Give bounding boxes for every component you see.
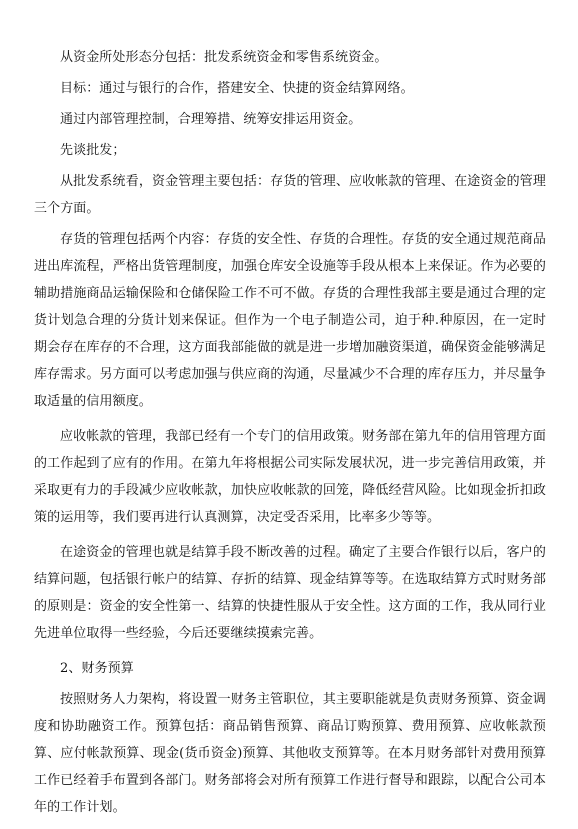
paragraph-in-transit-funds: 在途资金的管理也就是结算手段不断改善的过程。确定了主要合作银行以后，客户的结算问题，包括银行帐户的结算、存折的结算、现金结算等等。在选取结算方式时财务部的原则是：资金的安全性第一、结算的快捷性服从于安全性。这方面的工作，我从同行业先进单位取得一些经验，今后还要继续摸索完善。 — [34, 545, 546, 641]
paragraph-inventory-management: 存货的管理包括两个内容：存货的安全性、存货的合理性。存货的安全通过规范商品进出库流程，严格出货管理制度，加强仓库安全设施等手段从根本上来保证。作为必要的辅助措施商品运输保险和仓储保险工作不可不做。存货的合理性我部主要是通过合理的定货计划急合理的分货计划来保证。但作为一个电子制造公司，迫于种.种原因，在一定时期会存在库存的不合理，这方面我部能做的就是进一步增加融资渠道，确保资金能够满足库存需求。另方面可以考虑加强与供应商的沟通，尽量减少不合理的库存压力，并尽量争取适量的信用额度。 — [34, 232, 546, 409]
paragraph-financial-budget: 按照财务人力架构，将设置一财务主管职位，其主要职能就是负责财务预算、资金调度和协助融资工作。预算包括：商品销售预算、商品订购预算、费用预算、应收帐款预算、应付帐款预算、现金(货币资金)预算、其他收支预算等。在本月财务部针对费用预算工作已经着手布置到各部门。财务部将会对所有预算工作进行督导和跟踪，以配合公司本年的工作计划。 — [34, 692, 546, 815]
paragraph-wholesale-intro: 先谈批发； — [60, 143, 126, 158]
paragraph-goal: 目标：通过与银行的合作，搭建安全、快捷的资金结算网络。 — [60, 81, 414, 96]
document-body — [34, 44, 546, 829]
paragraph-receivables-management: 应收帐款的管理，我部已经有一个专门的信用政策。财务部在第九年的信用管理方面的工作起到了应有的作用。在第九年将根据公司实际发展状况，进一步完善信用政策，并采取更有力的手段减少应收帐款，加快应收帐款的回笼，降低经营风险。比如现金折扣政策的运用等，我们要再进行认真测算，决定受否采用，比率多少等等。 — [34, 429, 546, 525]
paragraph-wholesale-overview: 从批发系统看，资金管理主要包括：存货的管理、应收帐款的管理、在途资金的管理三个方面。 — [34, 174, 546, 216]
paragraph-internal-control: 通过内部管理控制，合理筹措、统筹安排运用资金。 — [60, 112, 362, 127]
section-heading-financial-budget: 2、财务预算 — [60, 661, 134, 676]
paragraph-fund-forms: 从资金所处形态分包括：批发系统资金和零售系统资金。 — [60, 50, 388, 65]
